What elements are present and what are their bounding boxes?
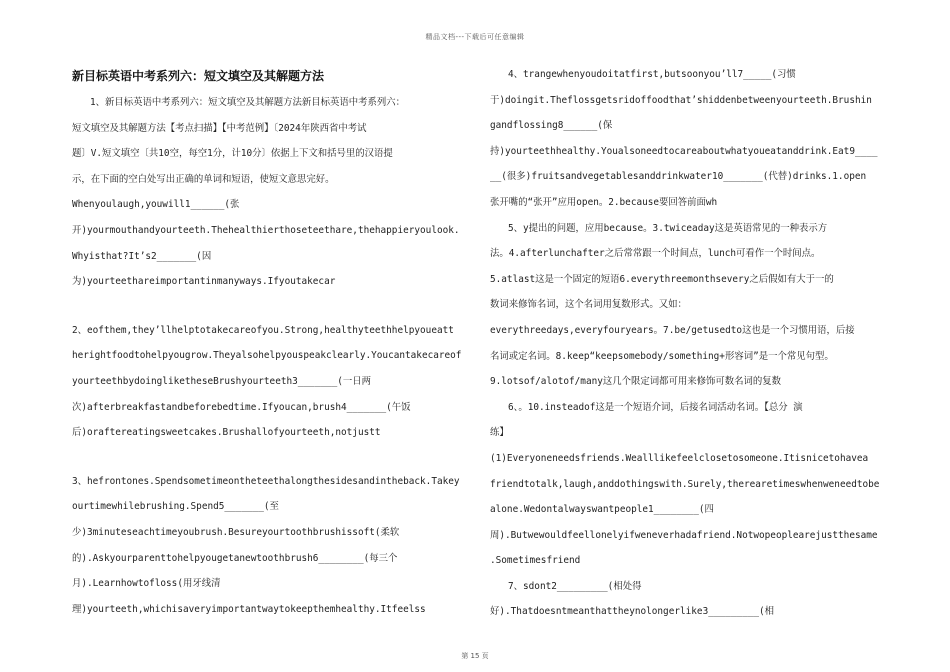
text-line: 5、y提出的问题，应用because。3.twiceaday这是英语常见的一种表示方 xyxy=(508,222,828,234)
paragraph-gap xyxy=(72,295,462,318)
text-line: friendtotalk,laugh,anddothingswith.Surely,therearetimeswhenweneedtobe xyxy=(490,478,880,490)
text-line: 练】 xyxy=(490,427,509,439)
text-line: alone.Wedontalwayswantpeople1________(四 xyxy=(490,504,714,516)
text-line: __(很多)fruitsandvegetablesanddrinkwater10_______(代替)drinks.1.open xyxy=(490,171,867,183)
text-line: 1、新目标英语中考系列六：短文填空及其解题方法新目标英语中考系列六： xyxy=(90,97,406,108)
page-footer: 第 15 页 xyxy=(461,652,489,660)
right-column xyxy=(490,62,880,625)
text-line: 少)3minuteseachtimeyoubrush.Besureyourtoothbrushissoft(柔软 xyxy=(72,526,400,538)
text-line: Whyisthat?It’s2_______(因 xyxy=(72,250,212,262)
text-line: .Sometimesfriend xyxy=(490,555,581,567)
document-title: 新目标英语中考系列六：短文填空及其解题方法 xyxy=(72,69,325,83)
text-line: 月).Learnhowtofloss(用牙线清 xyxy=(72,578,221,590)
text-line: 的).Askyourparenttohelpyougetanewtoothbrush6________(每三个 xyxy=(72,552,398,564)
text-line: 9.lotsof/alotof/many这几个限定词都可用来修饰可数名词的复数 xyxy=(490,376,782,388)
text-line: everythreedays,everyfouryears。7.be/getusedto这也是一个习惯用语，后接 xyxy=(490,324,855,336)
text-line: 理)yourteeth,whichisaveryimportantwaytokeepthemhealthy.Itfeelss xyxy=(72,603,426,615)
left-column xyxy=(72,62,462,622)
text-line: Whenyoulaugh,youwill1______(张 xyxy=(72,199,240,211)
text-line: herightfoodtohelpyougrow.Theyalsohelpyouspeakclearly.Youcantakecareof xyxy=(72,350,462,362)
text-line: 周).Butwewouldfeellonelyifweneverhadafriend.Notwopeoplearejustthesame xyxy=(490,529,878,541)
text-line: 示，在下面的空白处写出正确的单词和短语，使短文意思完好。 xyxy=(72,173,335,185)
text-line: ourtimewhilebrushing.Spend5_______(至 xyxy=(72,501,279,513)
text-line: 4、trangewhenyoudoitatfirst,butsoonyou’ll7_____(习惯 xyxy=(508,69,796,80)
text-line: 5.atlast这是一个固定的短语6.everythreemonthsevery之后假如有大于一的 xyxy=(490,273,834,285)
text-line: 数词来修饰名词，这个名词用复数形式。又如： xyxy=(490,299,687,311)
text-line: 于)doingit.Theflossgetsridoffoodthat’shiddenbetweenyourteeth.Brushin xyxy=(490,94,872,106)
text-line: 3、hefrontones.Spendsometimeontheteethalongthesidesandintheback.Takey xyxy=(72,475,460,487)
text-line: 次)afterbreakfastandbeforebedtime.Ifyoucan,brush4_______(午饭 xyxy=(72,401,411,413)
text-line: 好).Thatdoesntmeanthattheynolongerlike3_________(相 xyxy=(490,606,775,618)
text-line: 名词或定名词。8.keep“keepsomebody/something+形容词”是一个常见句型。 xyxy=(490,350,834,362)
text-line: 开)yourmouthandyourteeth.Thehealthierthoseteethare,thehappieryoulook. xyxy=(72,224,460,236)
text-line: 6、。10.insteadof这是一个短语介词，后接名词活动名词。【总分 演 xyxy=(508,401,803,413)
text-line: 短文填空及其解题方法【考点扫描】【中考范例】〔2024年陕西省中考试 xyxy=(72,122,367,134)
text-line: 为)yourteethareimportantinmanyways.Ifyoutakecar xyxy=(72,276,336,288)
text-line: gandflossing8______(保 xyxy=(490,120,613,132)
text-line: 题〕V.短文填空〔共10空，每空1分，计10分〕依据上下文和括号里的汉语提 xyxy=(72,148,393,160)
paragraph-gap xyxy=(72,446,462,469)
text-line: 7、sdont2_________(相处得 xyxy=(508,580,642,592)
page-header: 精品文档---下载后可任意编辑 xyxy=(425,33,525,41)
text-line: 持)yourteethhealthy.Youalsoneedtocareaboutwhatyoueatanddrink.Eat9____ xyxy=(490,145,878,157)
text-line: 法。4.afterlunchafter之后常常跟一个时间点，lunch可看作一个时间点。 xyxy=(490,248,821,260)
text-line: yourteethbydoingliketheseBrushyourteeth3_______(一日两 xyxy=(72,375,372,387)
text-line: 2、eofthem,they’llhelptotakecareofyou.Strong,healthyteethhelpyoueatt xyxy=(72,324,454,336)
text-line: (1)Everyoneneedsfriends.Wealllikefeelclosetosomeone.Itisnicetohavea xyxy=(490,452,869,464)
text-line: 张开嘴的“张开”应用open。2.because要回答前面wh xyxy=(490,196,718,208)
text-line: 后)oraftereatingsweetcakes.Brushallofyourteeth,notjustt xyxy=(72,427,381,439)
